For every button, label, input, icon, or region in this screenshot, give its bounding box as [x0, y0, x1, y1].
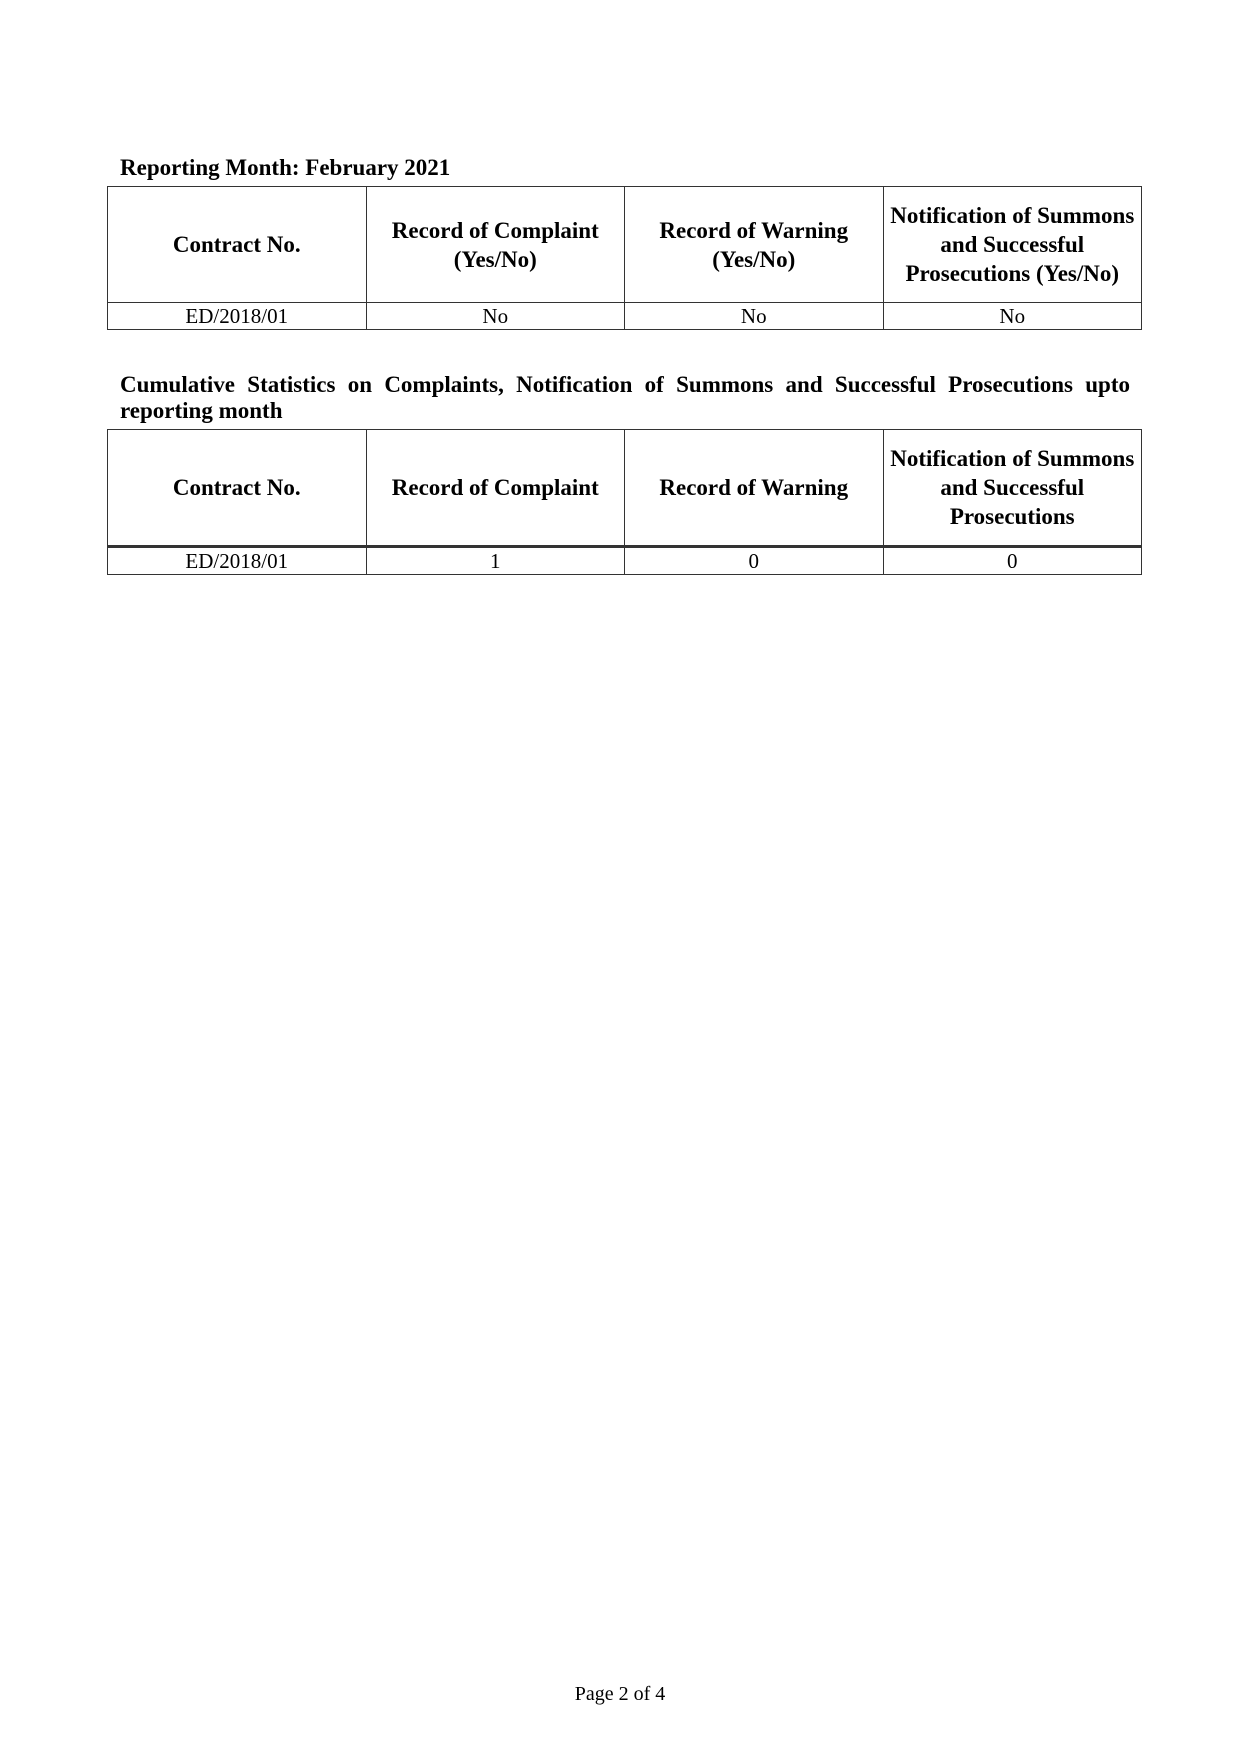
monthly-record-table	[107, 186, 1142, 330]
header-summons-prosecutions: Notification of Summons and Successful Prosecutions (Yes/No)	[883, 187, 1142, 303]
header-contract-no: Contract No.	[108, 430, 367, 547]
table-header-row	[108, 430, 1142, 547]
table-header-row	[108, 187, 1142, 303]
header-record-of-warning: Record of Warning	[625, 430, 884, 547]
header-contract-no: Contract No.	[108, 187, 367, 303]
table-row	[108, 303, 1142, 330]
reporting-month-heading: Reporting Month: February 2021	[120, 155, 451, 180]
cell-warning: No	[625, 303, 884, 330]
cell-contract-no: ED/2018/01	[108, 303, 367, 330]
cumulative-statistics-table	[107, 429, 1142, 575]
page-number: Page 2 of 4	[574, 1683, 666, 1705]
header-record-of-warning: Record of Warning (Yes/No)	[625, 187, 884, 303]
cell-contract-no: ED/2018/01	[108, 547, 367, 575]
header-record-of-complaint: Record of Complaint	[366, 430, 625, 547]
cell-complaint: No	[366, 303, 625, 330]
cell-warning: 0	[625, 547, 884, 575]
cell-summons: No	[883, 303, 1142, 330]
header-summons-prosecutions: Notification of Summons and Successful Prosecutions	[883, 430, 1142, 547]
cumulative-statistics-heading: Cumulative Statistics on Complaints, Notification of Summons and Successful Prosecutions upto reporting month	[120, 372, 1130, 423]
cell-complaint: 1	[366, 547, 625, 575]
cell-summons: 0	[883, 547, 1142, 575]
table-row	[108, 547, 1142, 575]
header-record-of-complaint: Record of Complaint (Yes/No)	[366, 187, 625, 303]
